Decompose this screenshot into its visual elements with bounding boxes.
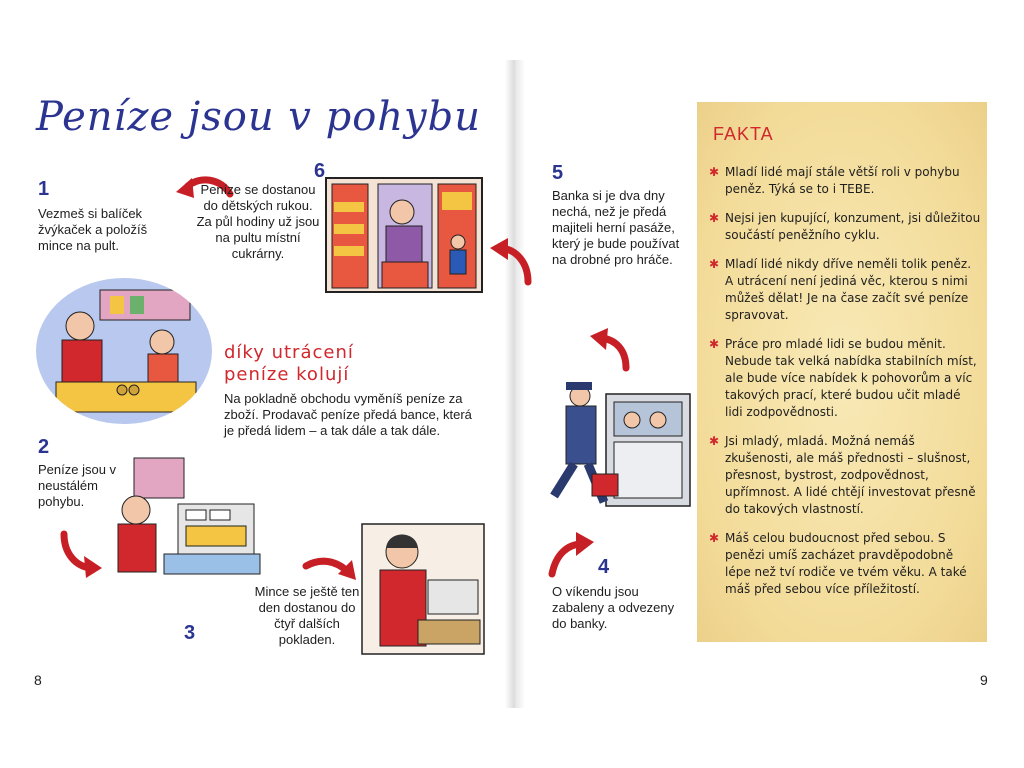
fakta-item-text: Mladí lidé nikdy dříve neměli tolik peněz. A utrácení není jediná věc, kterou s nimi můžeš dělat! Je na čase začít své peníze spravovat. — [725, 257, 972, 322]
asterisk-icon: ✱ — [709, 165, 720, 179]
step-5-number: 5 — [552, 162, 564, 184]
fakta-item — [709, 530, 981, 598]
shop-assistant-illustration — [358, 520, 488, 658]
fakta-item-text: Mladí lidé mají stále větší roli v pohybu peněz. Týká se to i TEBE. — [725, 165, 960, 196]
asterisk-icon: ✱ — [709, 434, 720, 448]
subhead-text: Na pokladně obchodu vyměníš peníze za zboží. Prodavač peníze předá bance, která je předá lidem – a tak dále a tak dále. — [224, 391, 472, 438]
fakta-item-text: Máš celou budoucnost před sebou. S penězi umíš zacházet pravděpodobně lépe než tví rodiče ve tvém věku. A také máš před sebou více příležitostí. — [725, 531, 967, 596]
book-gutter — [505, 60, 525, 708]
fakta-item — [709, 210, 981, 244]
subhead-line-1: díky utrácení — [224, 342, 354, 363]
arrow-icon — [586, 326, 636, 374]
arrow-icon — [546, 530, 598, 578]
fakta-item-text: Nejsi jen kupující, konzument, jsi důležitou součástí peněžního cyklu. — [725, 211, 981, 242]
arrow-icon — [488, 236, 536, 286]
asterisk-icon: ✱ — [709, 531, 720, 545]
arrow-icon — [302, 556, 360, 586]
fakta-list — [709, 164, 981, 610]
fakta-box — [697, 102, 987, 642]
fakta-title: FAKTA — [713, 124, 774, 144]
shop-counter-illustration — [36, 278, 212, 424]
step-3-text: Mince se ještě ten den dostanou do čtyř dalších pokladen. — [254, 584, 360, 647]
arrow-icon — [58, 528, 106, 580]
step-6-number: 6 — [314, 160, 326, 182]
subhead-line-2: peníze kolují — [224, 364, 350, 385]
cash-register-illustration — [104, 450, 264, 582]
step-4-text: O víkendu jsou zabaleny a odvezeny do banky. — [552, 584, 675, 631]
asterisk-icon: ✱ — [709, 257, 720, 271]
page-number-left: 8 — [34, 672, 42, 688]
section-subhead — [224, 342, 354, 386]
asterisk-icon: ✱ — [709, 337, 720, 351]
fakta-item — [709, 336, 981, 421]
step-6-text: Peníze se dostanou do dětských rukou. Za půl hodiny už jsou na pultu místní cukrárny. — [196, 182, 320, 261]
asterisk-icon: ✱ — [709, 211, 720, 225]
step-2-number: 2 — [38, 436, 50, 458]
candy-shop-illustration — [322, 172, 486, 298]
courier-van-illustration — [540, 378, 698, 520]
page-title: Peníze jsou v pohybu — [36, 94, 482, 140]
step-4-number: 4 — [598, 556, 610, 578]
step-2-text: Peníze jsou v neustálém pohybu. — [38, 462, 117, 509]
step-5-text: Banka si je dva dny nechá, než je předá majiteli herní pasáže, který je bude používat na drobné pro hráče. — [552, 188, 680, 267]
fakta-item-text: Jsi mladý, mladá. Možná nemáš zkušenosti, ale máš přednosti – slušnost, přesnost, bystrost, zodpovědnost, upřímnost. A lidé chtějí investovat přesně do takových vlastností. — [725, 434, 976, 516]
step-3-number: 3 — [184, 622, 196, 644]
fakta-item-text: Práce pro mladé lidi se budou měnit. Nebude tak velká nabídka stabilních míst, ale bude více nabídek k pohovorům a víc takových prací, které budou učit mladé lidi zodpovědnosti. — [725, 337, 977, 419]
page-number-right: 9 — [980, 672, 988, 688]
step-1-number: 1 — [38, 178, 50, 200]
fakta-item — [709, 433, 981, 518]
fakta-item — [709, 164, 981, 198]
fakta-item — [709, 256, 981, 324]
step-1-text: Vezmeš si balíček žvýkaček a položíš mince na pult. — [38, 206, 148, 253]
